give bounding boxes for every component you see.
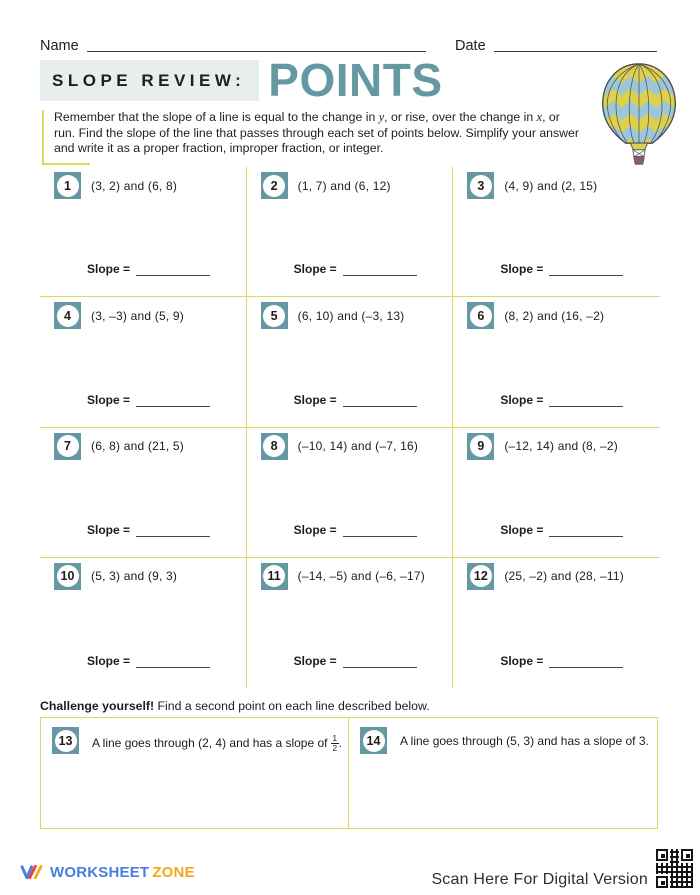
worksheetzone-logo-icon (20, 863, 45, 882)
date-field (455, 38, 657, 54)
fraction-denominator: 2 (332, 742, 338, 753)
title-main: POINTS (268, 54, 443, 106)
slope-answer-line[interactable] (343, 525, 417, 537)
challenge-text-before: A line goes through (2, 4) and has a slope of (92, 735, 331, 750)
problem-points: (–12, 14) and (8, –2) (504, 439, 618, 453)
problem-cell-9 (453, 428, 660, 558)
problem-number-badge (54, 563, 81, 590)
challenge-heading-bold: Challenge yourself! (40, 699, 155, 713)
problem-cell-8 (247, 428, 454, 558)
slope-label: Slope = (87, 392, 131, 407)
problem-number: 7 (57, 435, 79, 457)
problem-number-badge (261, 563, 288, 590)
problem-points: (1, 7) and (6, 12) (297, 178, 391, 193)
challenge-box (40, 717, 658, 829)
brand-name (50, 864, 195, 881)
fraction-one-half (331, 734, 339, 753)
name-input-line[interactable] (87, 51, 426, 52)
challenge-heading (40, 699, 430, 713)
slope-answer-line[interactable] (549, 525, 623, 537)
slope-label: Slope = (500, 392, 544, 407)
slope-answer-line[interactable] (343, 395, 417, 407)
problem-cell-10 (40, 558, 247, 688)
slope-answer-line[interactable] (136, 395, 210, 407)
slope-label: Slope = (87, 654, 131, 668)
problem-points: (8, 2) and (16, –2) (504, 308, 605, 323)
brand-word-worksheet: WORKSHEET (50, 864, 150, 881)
problem-number-badge (54, 302, 81, 329)
problem-number: 4 (57, 305, 79, 327)
problem-number: 10 (57, 565, 79, 587)
problem-number: 2 (263, 175, 285, 197)
slope-label: Slope = (293, 262, 337, 277)
problem-cell-11 (247, 558, 454, 688)
slope-answer-line[interactable] (136, 525, 210, 537)
problem-points: (25, –2) and (28, –11) (504, 569, 624, 584)
problem-number: 8 (263, 435, 285, 457)
qr-finder-top-left (656, 849, 668, 861)
problem-number-badge (467, 563, 494, 590)
problem-number-badge (54, 172, 81, 199)
title-prefix: SLOPE REVIEW: (40, 60, 259, 101)
problem-points: (–10, 14) and (–7, 16) (297, 439, 419, 453)
problem-number: 1 (57, 175, 79, 197)
problem-number: 3 (470, 175, 492, 197)
problem-number-badge (467, 172, 494, 199)
problem-points: (6, 8) and (21, 5) (91, 439, 184, 453)
challenge-text: A line goes through (5, 3) and has a slope of 3. (400, 734, 649, 748)
slope-answer-line[interactable] (136, 656, 210, 668)
problem-number-badge (467, 433, 494, 460)
problem-points: (5, 3) and (9, 3) (91, 569, 178, 584)
name-label: Name (40, 38, 79, 54)
qr-finder-top-right (681, 849, 693, 861)
problem-number: 5 (263, 305, 285, 327)
challenge-text-after: . (338, 735, 342, 750)
problem-cell-7 (40, 428, 247, 558)
slope-answer-line[interactable] (549, 264, 623, 276)
problem-cell-6 (453, 297, 660, 427)
slope-label: Slope = (87, 522, 131, 537)
problem-number: 11 (263, 565, 285, 587)
problem-number-badge (52, 727, 79, 754)
name-field (40, 38, 426, 54)
variable-y: y (378, 110, 385, 124)
hot-air-balloon-illustration (592, 61, 686, 168)
slope-answer-line[interactable] (549, 656, 623, 668)
date-input-line[interactable] (494, 51, 657, 52)
problem-number-badge (360, 727, 387, 754)
qr-finder-bottom-left (656, 876, 668, 888)
problem-number: 12 (470, 565, 492, 587)
worksheetzone-logo[interactable] (20, 863, 195, 882)
problems-grid (40, 167, 660, 688)
slope-label: Slope = (500, 522, 544, 537)
problem-cell-2 (247, 167, 454, 297)
problem-number: 13 (55, 730, 77, 752)
slope-label: Slope = (87, 262, 131, 277)
scan-here-text: Scan Here For Digital Version (431, 871, 648, 888)
problem-points: (4, 9) and (2, 15) (504, 178, 598, 193)
challenge-cell-14 (349, 718, 657, 828)
problem-points: (3, 2) and (6, 8) (91, 178, 178, 193)
brand-word-zone: ZONE (152, 864, 195, 881)
date-label: Date (455, 38, 486, 54)
problem-number: 9 (470, 435, 492, 457)
problem-points: (–14, –5) and (–6, –17) (297, 569, 426, 584)
problem-points: (3, –3) and (5, 9) (91, 308, 184, 323)
challenge-cell-13 (41, 718, 349, 828)
problem-number-badge (467, 302, 494, 329)
problem-number-badge (261, 433, 288, 460)
variable-x: x (536, 110, 543, 124)
slope-label: Slope = (293, 654, 337, 668)
page-title (40, 54, 443, 106)
slope-answer-line[interactable] (343, 264, 417, 276)
instructions-part3: , or run. Find the slope of the line that passes through each set of points below. Simplify your answer and write it as a proper fraction, improper fraction, or integer. (54, 110, 579, 156)
problem-number-badge (261, 302, 288, 329)
challenge-text (92, 734, 342, 753)
slope-answer-line[interactable] (136, 264, 210, 276)
slope-answer-line[interactable] (549, 395, 623, 407)
problem-points: (6, 10) and (–3, 13) (297, 308, 405, 323)
problem-cell-3 (453, 167, 660, 297)
slope-label: Slope = (293, 392, 337, 407)
problem-number: 14 (363, 730, 385, 752)
instructions-part2: , or rise, over the change in (384, 110, 537, 124)
problem-number: 6 (470, 305, 492, 327)
slope-label: Slope = (293, 522, 337, 537)
slope-answer-line[interactable] (343, 656, 417, 668)
problem-cell-4 (40, 297, 247, 427)
problem-number-badge (261, 172, 288, 199)
slope-label: Slope = (500, 654, 544, 668)
instructions-text (42, 110, 582, 163)
problem-cell-5 (247, 297, 454, 427)
challenge-heading-rest: Find a second point on each line described below. (154, 699, 430, 713)
qr-code[interactable] (653, 846, 696, 891)
problem-cell-12 (453, 558, 660, 688)
problem-cell-1 (40, 167, 247, 297)
slope-label: Slope = (500, 262, 544, 277)
instructions-part1: Remember that the slope of a line is equal to the change in (54, 110, 379, 124)
problem-number-badge (54, 433, 81, 460)
fraction-numerator: 1 (332, 733, 338, 743)
